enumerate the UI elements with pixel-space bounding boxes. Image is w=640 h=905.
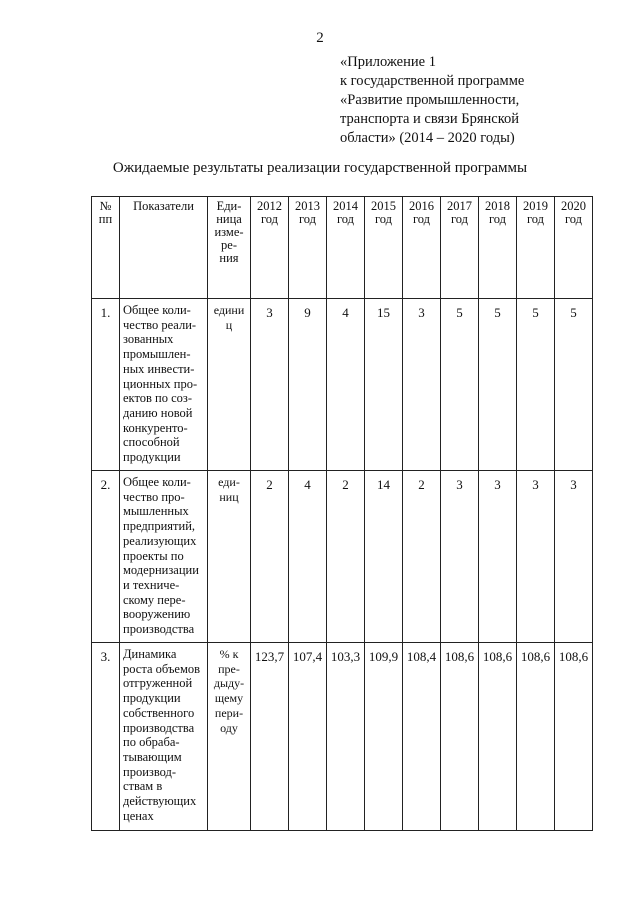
value-cell: 4 xyxy=(289,471,327,643)
value-cell: 3 xyxy=(251,299,289,471)
value-cell: 108,4 xyxy=(403,643,441,831)
indicator-line: ектов по соз- xyxy=(123,391,192,406)
header-year-number: 2012 xyxy=(257,199,282,213)
value-cell: 123,7 xyxy=(251,643,289,831)
indicator-line: модернизации xyxy=(123,563,199,578)
indicator-line: действующих xyxy=(123,794,197,809)
table-row xyxy=(92,299,593,471)
value-cell: 2 xyxy=(327,471,365,643)
value-cell: 109,9 xyxy=(365,643,403,831)
appendix-heading xyxy=(340,53,630,148)
indicator-line: по обраба- xyxy=(123,735,180,750)
appendix-line: к государственной программе xyxy=(340,73,525,89)
indicator-line: собственного xyxy=(123,705,195,720)
value-cell: 108,6 xyxy=(479,643,517,831)
unit-line: оду xyxy=(220,720,238,735)
table-header-row xyxy=(92,197,593,299)
value-cell: 3 xyxy=(555,471,593,643)
table-row xyxy=(92,643,593,831)
header-year-word: год xyxy=(526,212,545,226)
indicator-line: производ- xyxy=(123,764,177,779)
value-cell: 5 xyxy=(555,299,593,471)
appendix-line: «Приложение 1 xyxy=(340,54,436,70)
header-year-number: 2013 xyxy=(295,199,320,213)
value-cell: 4 xyxy=(327,299,365,471)
header-year-word: год xyxy=(336,212,355,226)
indicator-line: предприятий, xyxy=(123,519,196,534)
page-number: 2 xyxy=(316,30,324,46)
unit-line: % к xyxy=(219,647,239,661)
indicator-line: реализующих xyxy=(123,533,197,548)
value-cell: 14 xyxy=(365,471,403,643)
value-cell: 5 xyxy=(441,299,479,471)
indicator-line: Общее коли- xyxy=(123,303,191,317)
value-cell: 108,6 xyxy=(517,643,555,831)
value-cell: 108,6 xyxy=(555,643,593,831)
appendix-line: области» (2014 – 2020 годы) xyxy=(340,130,515,146)
row-indicator xyxy=(120,643,208,831)
appendix-line: транспорта и связи Брянской xyxy=(340,111,520,127)
header-year-number: 2016 xyxy=(409,199,434,213)
indicator-line: чество реали- xyxy=(123,317,197,332)
header-num xyxy=(92,197,120,299)
row-number: 1. xyxy=(92,299,120,471)
indicator-line: тывающим xyxy=(123,749,182,764)
header-year xyxy=(365,197,403,299)
unit-line: пре- xyxy=(218,661,240,676)
header-unit-line: ница xyxy=(216,212,242,226)
header-year-word: год xyxy=(488,212,507,226)
header-year-number: 2019 xyxy=(523,199,548,213)
header-year-number: 2020 xyxy=(561,199,586,213)
value-cell: 9 xyxy=(289,299,327,471)
unit-line: дыду- xyxy=(213,676,245,691)
unit-line: еди- xyxy=(218,475,240,489)
header-year xyxy=(327,197,365,299)
row-indicator xyxy=(120,299,208,471)
indicator-line: мышленных xyxy=(123,504,189,519)
unit-line: ц xyxy=(225,317,233,332)
header-year xyxy=(441,197,479,299)
row-unit xyxy=(208,643,251,831)
indicator-line: ных инвести- xyxy=(123,361,195,376)
unit-line: пери- xyxy=(214,705,244,720)
appendix-line: «Развитие промышленности, xyxy=(340,92,520,108)
header-year xyxy=(517,197,555,299)
header-num-line: № xyxy=(99,199,112,213)
header-unit-line: изме- xyxy=(214,225,244,239)
indicator-line: способной xyxy=(123,435,180,450)
value-cell: 2 xyxy=(251,471,289,643)
indicator-line: роста объемов xyxy=(123,661,201,676)
indicator-line: ствам в xyxy=(123,779,163,794)
header-unit xyxy=(208,197,251,299)
document-title: Ожидаемые результаты реализации государственной программы xyxy=(112,160,528,176)
indicator-line: проекты по xyxy=(123,548,184,563)
header-year-word: год xyxy=(412,212,431,226)
header-year-number: 2018 xyxy=(485,199,510,213)
value-cell: 2 xyxy=(403,471,441,643)
value-cell: 5 xyxy=(517,299,555,471)
value-cell: 3 xyxy=(403,299,441,471)
header-indicator: Показатели xyxy=(120,197,208,299)
header-year xyxy=(289,197,327,299)
value-cell: 15 xyxy=(365,299,403,471)
header-year-number: 2014 xyxy=(333,199,358,213)
value-cell: 107,4 xyxy=(289,643,327,831)
row-number: 3. xyxy=(92,643,120,831)
header-year-word: год xyxy=(298,212,317,226)
header-year-number: 2015 xyxy=(371,199,396,213)
indicator-line: продукции xyxy=(123,691,181,706)
indicator-line: продукции xyxy=(123,450,181,465)
indicator-line: данию новой xyxy=(123,405,193,420)
indicator-line: отгруженной xyxy=(123,676,193,691)
header-year-word: год xyxy=(260,212,279,226)
header-year xyxy=(403,197,441,299)
unit-line: едини xyxy=(213,303,245,317)
row-number: 2. xyxy=(92,471,120,643)
header-unit-line: ния xyxy=(219,251,239,265)
indicator-line: ционных про- xyxy=(123,376,198,391)
header-year-word: год xyxy=(564,212,583,226)
header-year xyxy=(555,197,593,299)
header-year-word: год xyxy=(450,212,469,226)
header-year-word: год xyxy=(374,212,393,226)
indicator-line: зованных xyxy=(123,332,174,347)
row-indicator xyxy=(120,471,208,643)
header-unit-line: Еди- xyxy=(216,199,242,213)
indicator-line: чество про- xyxy=(123,489,185,504)
unit-line: щему xyxy=(214,691,244,706)
value-cell: 103,3 xyxy=(327,643,365,831)
value-cell: 3 xyxy=(441,471,479,643)
value-cell: 3 xyxy=(517,471,555,643)
indicator-line: ценах xyxy=(123,808,154,823)
value-cell: 3 xyxy=(479,471,517,643)
header-year-number: 2017 xyxy=(447,199,472,213)
indicator-line: Динамика xyxy=(123,647,177,661)
row-unit xyxy=(208,299,251,471)
indicator-line: конкуренто- xyxy=(123,420,188,435)
header-year xyxy=(251,197,289,299)
value-cell: 5 xyxy=(479,299,517,471)
indicator-line: и техниче- xyxy=(123,577,180,592)
indicator-line: производства xyxy=(123,622,195,637)
header-unit-line: ре- xyxy=(221,238,237,252)
value-cell: 108,6 xyxy=(441,643,479,831)
indicator-line: промышлен- xyxy=(123,347,191,362)
results-table xyxy=(91,196,593,831)
header-year xyxy=(479,197,517,299)
row-unit xyxy=(208,471,251,643)
indicator-line: скому пере- xyxy=(123,592,186,607)
header-num-line: пп xyxy=(98,212,113,226)
table-row xyxy=(92,471,593,643)
indicator-line: Общее коли- xyxy=(123,475,191,489)
indicator-line: вооружению xyxy=(123,607,191,622)
indicator-line: производства xyxy=(123,720,195,735)
unit-line: ниц xyxy=(219,489,239,504)
